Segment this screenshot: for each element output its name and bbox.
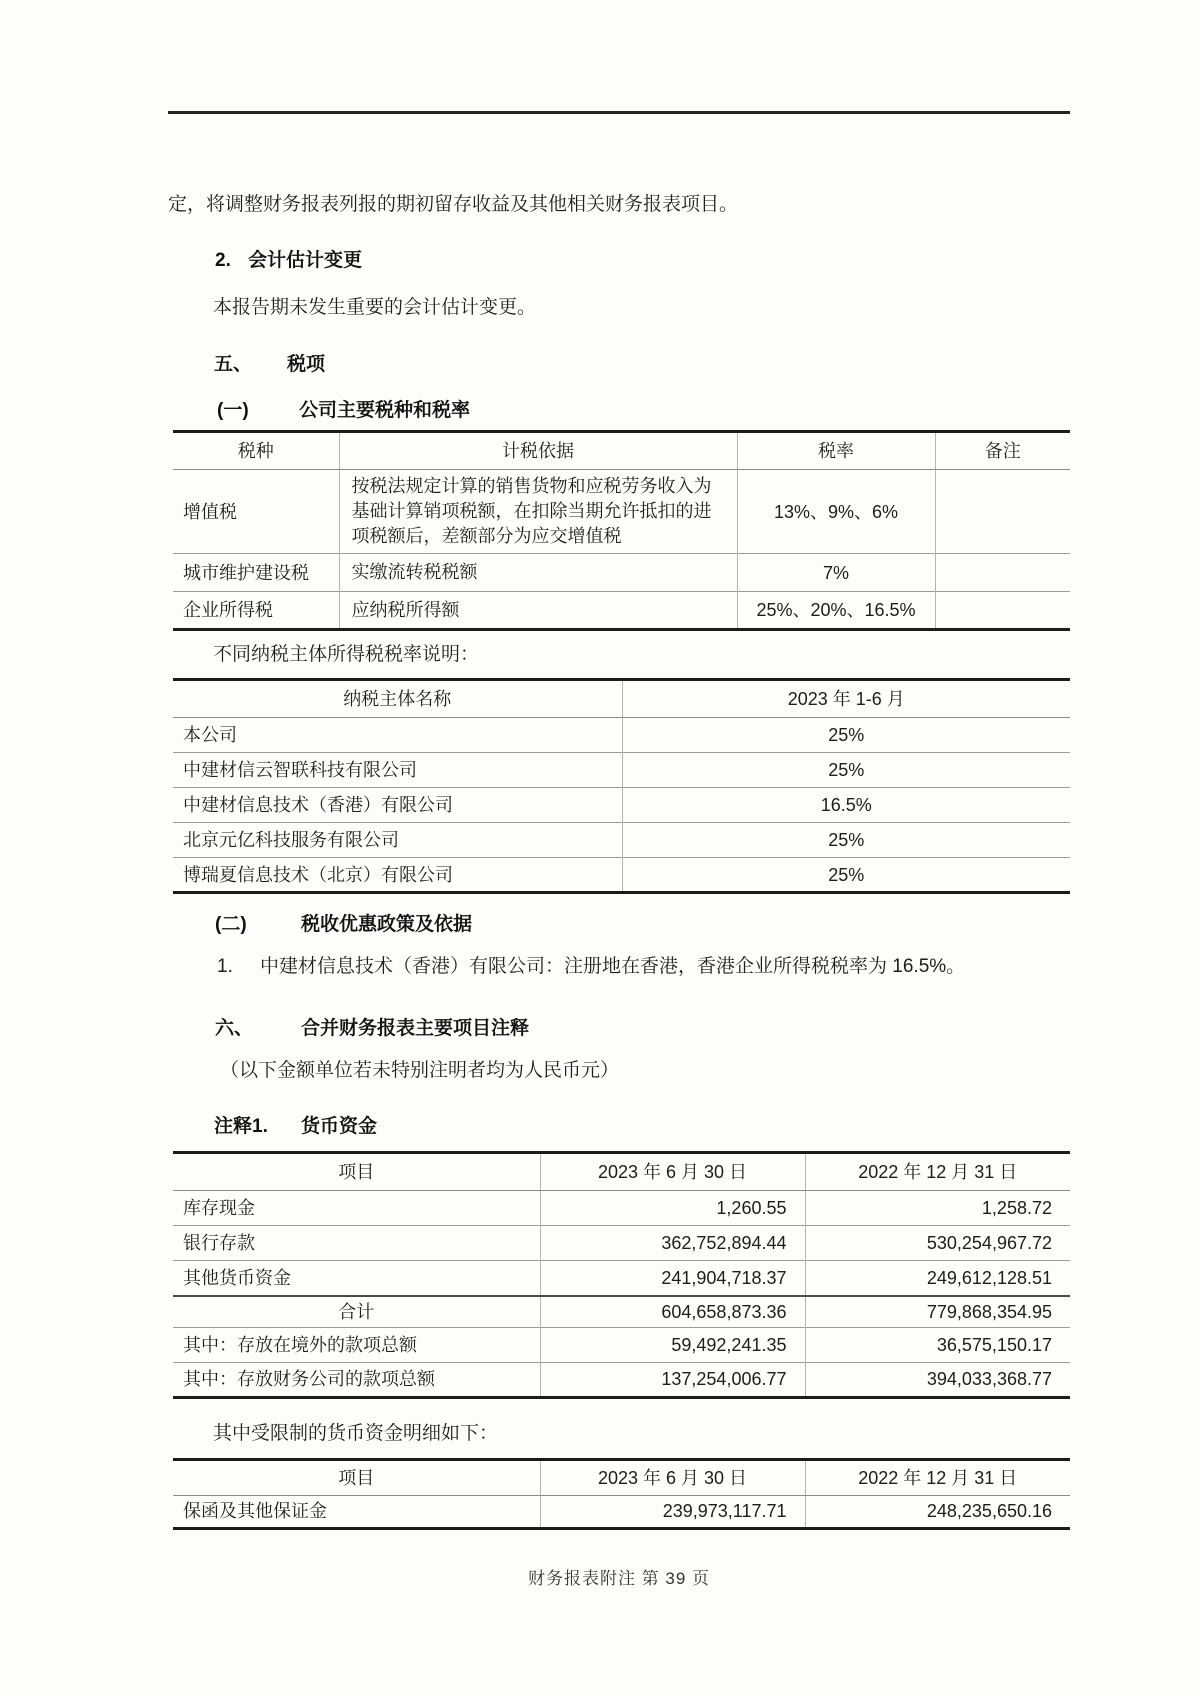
table-cell: 企业所得税 xyxy=(173,592,339,630)
column-header: 纳税主体名称 xyxy=(173,680,622,718)
table-cell: 其中：存放财务公司的款项总额 xyxy=(173,1362,540,1397)
column-header: 2023 年 1-6 月 xyxy=(622,680,1070,718)
table-cell: 241,904,718.37 xyxy=(540,1261,805,1296)
table-cell: 博瑞夏信息技术（北京）有限公司 xyxy=(173,858,622,893)
heading-text: 公司主要税种和税率 xyxy=(299,400,471,421)
table-cell: 25% xyxy=(622,718,1070,753)
column-header: 税种 xyxy=(173,432,339,470)
table-cell xyxy=(935,470,1070,554)
table-cell: 合计 xyxy=(173,1296,540,1328)
taxpayer-rate-table xyxy=(173,678,1070,894)
table-cell: 779,868,354.95 xyxy=(805,1296,1070,1328)
table-cell: 249,612,128.51 xyxy=(805,1261,1070,1296)
table-row xyxy=(173,1261,1070,1296)
table-cell: 1,258.72 xyxy=(805,1191,1070,1226)
column-header: 项目 xyxy=(173,1153,540,1191)
table-cell: 530,254,967.72 xyxy=(805,1226,1070,1261)
table-row xyxy=(173,1191,1070,1226)
column-header: 2022 年 12 月 31 日 xyxy=(805,1459,1070,1495)
accounting-estimate-body: 本报告期未发生重要的会计估计变更。 xyxy=(213,297,537,318)
table-cell: 25% xyxy=(622,823,1070,858)
table-cell: 137,254,006.77 xyxy=(540,1362,805,1397)
page-footer: 财务报表附注 第 39 页 xyxy=(527,1569,711,1588)
column-header: 税率 xyxy=(737,432,935,470)
table-cell: 其他货币资金 xyxy=(173,1261,540,1296)
heading-number: (二) xyxy=(215,914,247,935)
table-cell: 7% xyxy=(737,554,935,592)
table-header-row xyxy=(173,680,1070,718)
column-header: 备注 xyxy=(935,432,1070,470)
table-row xyxy=(173,592,1070,630)
table-cell: 362,752,894.44 xyxy=(540,1226,805,1261)
table-cell xyxy=(935,554,1070,592)
restricted-funds-table xyxy=(173,1458,1070,1530)
header-rule xyxy=(168,111,1070,114)
table-cell: 增值税 xyxy=(183,501,237,522)
table-header-row xyxy=(173,1153,1070,1191)
table-cell: 中建材信云智联科技有限公司 xyxy=(173,753,622,788)
restricted-funds-note: 其中受限制的货币资金明细如下： xyxy=(213,1422,499,1444)
table-cell xyxy=(935,592,1070,630)
item-text: 中建材信息技术（香港）有限公司：注册地在香港，香港企业所得税税率为 16.5%。 xyxy=(260,956,966,977)
table-cell: 中建材信息技术（香港）有限公司 xyxy=(173,788,622,823)
heading-number: 六、 xyxy=(215,1018,254,1039)
table-cell: 库存现金 xyxy=(183,1198,255,1218)
table-cell: 36,575,150.17 xyxy=(805,1327,1070,1362)
table-cell: 按税法规定计算的销售货物和应税劳务收入为基础计算销项税额，在扣除当期允许抵扣的进项税额后，差额部分为应交增值税 xyxy=(339,470,737,554)
column-header: 项目 xyxy=(173,1459,540,1495)
tax-incentive-item xyxy=(217,954,1071,980)
table-cell: 应纳税所得额 xyxy=(339,592,737,630)
heading-text: 会计估计变更 xyxy=(248,250,363,271)
item-number: 1. xyxy=(217,956,233,977)
table-cell: 394,033,368.77 xyxy=(805,1362,1070,1397)
table-cell: 其中：存放在境外的款项总额 xyxy=(173,1327,540,1362)
table-row xyxy=(173,470,1070,554)
table-row xyxy=(173,718,1070,753)
table-row xyxy=(173,788,1070,823)
table-cell: 北京元亿科技服务有限公司 xyxy=(173,823,622,858)
table-cell: 1,260.55 xyxy=(540,1191,805,1226)
table-cell: 本公司 xyxy=(183,725,237,745)
cash-funds-table xyxy=(173,1151,1070,1399)
table-row xyxy=(173,1362,1070,1397)
table-header-row xyxy=(173,1459,1070,1495)
taxpayer-rate-note: 不同纳税主体所得税税率说明： xyxy=(213,644,480,665)
heading-text: 合并财务报表主要项目注释 xyxy=(301,1018,530,1039)
heading-tax-incentives xyxy=(215,912,1071,938)
column-header: 2022 年 12 月 31 日 xyxy=(805,1153,1070,1191)
table-row xyxy=(173,823,1070,858)
heading-text: 税收优惠政策及依据 xyxy=(301,914,473,935)
table-row xyxy=(173,858,1070,893)
heading-consolidated-notes xyxy=(215,1016,1071,1042)
heading-number: 注释1. xyxy=(214,1116,268,1137)
table-cell: 239,973,117.71 xyxy=(540,1495,805,1528)
table-row xyxy=(173,753,1070,788)
currency-unit-note: （以下金额单位若未特别注明者均为人民币元） xyxy=(220,1060,620,1081)
heading-note1-cash xyxy=(214,1114,1071,1140)
heading-number: (一) xyxy=(217,400,249,421)
heading-text: 货币资金 xyxy=(301,1116,378,1137)
table-cell: 25%、20%、16.5% xyxy=(737,592,935,630)
heading-main-tax-types xyxy=(217,398,1071,424)
column-header: 2023 年 6 月 30 日 xyxy=(540,1459,805,1495)
table-cell: 25% xyxy=(622,858,1070,893)
heading-number: 五、 xyxy=(214,354,253,375)
tax-rate-table xyxy=(173,430,1070,631)
table-cell: 59,492,241.35 xyxy=(540,1327,805,1362)
table-cell: 城市维护建设税 xyxy=(173,554,339,592)
table-cell: 16.5% xyxy=(622,788,1070,823)
table-cell: 604,658,873.36 xyxy=(540,1296,805,1328)
table-cell: 25% xyxy=(622,753,1070,788)
table-row xyxy=(173,1226,1070,1261)
heading-text: 税项 xyxy=(287,354,326,375)
heading-accounting-estimate-change xyxy=(215,248,1071,274)
column-header: 计税依据 xyxy=(339,432,737,470)
column-header: 2023 年 6 月 30 日 xyxy=(540,1153,805,1191)
table-total-row xyxy=(173,1296,1070,1328)
heading-taxes xyxy=(214,352,1071,378)
table-row xyxy=(173,1495,1070,1528)
table-cell: 保函及其他保证金 xyxy=(183,1501,327,1521)
page-content xyxy=(168,0,1071,1530)
table-cell: 248,235,650.16 xyxy=(805,1495,1070,1528)
table-cell: 实缴流转税税额 xyxy=(339,554,737,592)
table-row xyxy=(173,1327,1070,1362)
table-cell: 13%、9%、6% xyxy=(737,470,935,554)
table-header-row xyxy=(173,432,1070,470)
table-cell: 银行存款 xyxy=(173,1226,540,1261)
carryover-paragraph: 定，将调整财务报表列报的期初留存收益及其他相关财务报表项目。 xyxy=(168,194,739,215)
table-row xyxy=(173,554,1070,592)
heading-number: 2. xyxy=(215,250,231,271)
